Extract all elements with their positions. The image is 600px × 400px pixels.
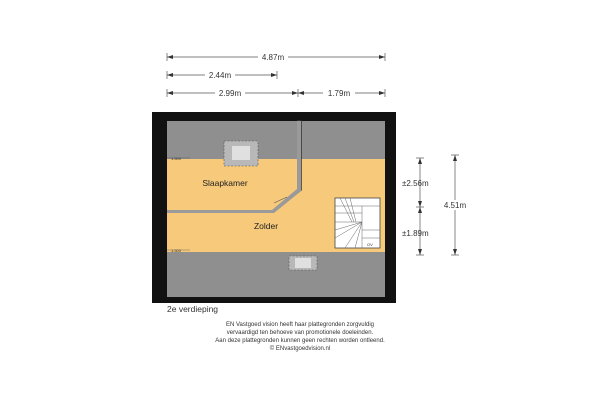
room-label-bedroom: Slaapkamer (202, 178, 248, 188)
height-mark-upper: 1.500 (171, 156, 182, 161)
skylight-bedroom (224, 141, 258, 166)
skylight-attic (289, 256, 317, 270)
disclaimer-line: EN Vastgoed vision heeft haar plattegronden zorgvuldig (226, 322, 374, 328)
low-ceiling-zone-top-right (301, 121, 385, 159)
dim-lower-height: ±1.89m (402, 229, 429, 238)
staircase (335, 198, 380, 248)
floor-label: 2e verdieping (167, 304, 219, 314)
dim-total-height: 4.51m (443, 201, 467, 210)
height-mark-lower: 1.500 (171, 248, 182, 253)
dim-left-width: 2.99m (218, 89, 242, 98)
dim-partial-width: 2.44m (208, 71, 232, 80)
dim-right-width: 1.79m (327, 89, 351, 98)
disclaimer-line: © ENvastgoedvision.nl (269, 346, 331, 352)
disclaimer (130, 321, 470, 353)
disclaimer-line: Aan deze plattegronden kunnen geen rechten worden ontleend. (215, 338, 385, 344)
stair-label: OV (367, 242, 373, 247)
low-ceiling-zone-bottom (167, 252, 385, 297)
dim-total-width: 4.87m (261, 53, 285, 62)
partition-wall (297, 121, 301, 191)
dim-upper-height: ±2.56m (402, 179, 429, 188)
room-label-attic: Zolder (253, 221, 279, 231)
disclaimer-line: vervaardigd ten behoeve van promotionele doeleinden. (226, 330, 374, 336)
